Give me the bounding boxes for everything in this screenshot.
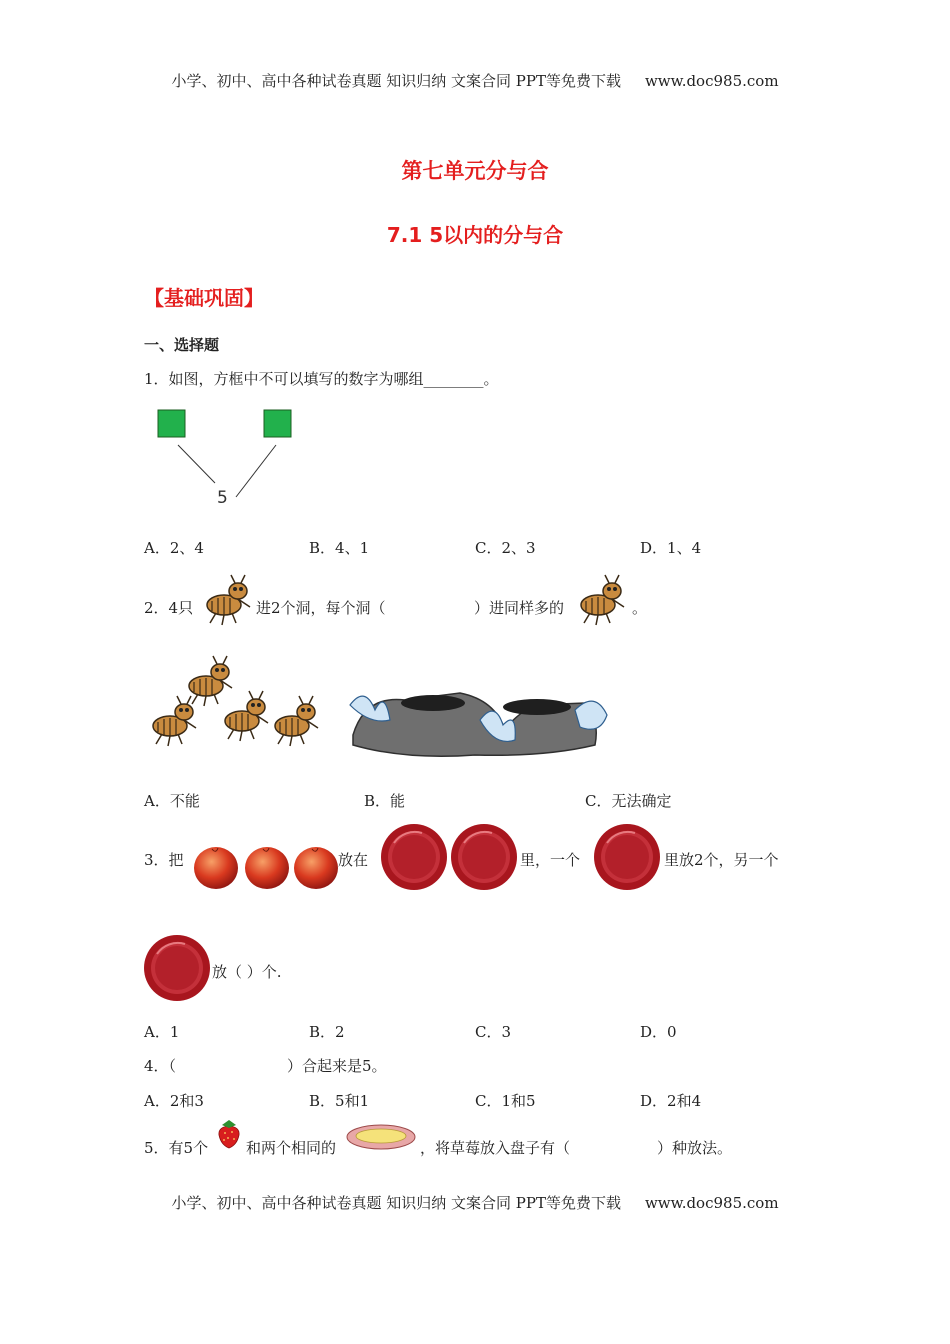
q5-text-1: 5．有5个 [144,1139,209,1157]
q2-text-4: 。 [632,599,648,617]
ant-icon [200,567,255,627]
q4-option-b[interactable]: B．5和1 [309,1092,370,1110]
question-1-text: 1．如图，方框中不可以填写的数字为哪组________。 [144,370,499,388]
header-site[interactable]: www.doc985.com [644,72,779,90]
plate-icon [592,822,662,892]
q2-option-c[interactable]: C．无法确定 [585,792,672,810]
footer-site[interactable]: www.doc985.com [644,1194,779,1212]
peaches-image [192,842,340,892]
q3-option-b[interactable]: B．2 [309,1023,345,1041]
page-title: 第七单元分与合 [401,159,549,183]
q1-option-c[interactable]: C．2、3 [475,539,536,557]
q4-option-c[interactable]: C．1和5 [475,1092,536,1110]
q3-text-5: 放（ ）个. [212,963,282,981]
branch-line-left [178,445,215,483]
q1-option-b[interactable]: B．4、1 [309,539,370,557]
q2-text-2: 进2个洞，每个洞（ [256,599,386,617]
hole-left [401,695,465,711]
q4-text-2: ）合起来是5。 [287,1057,387,1075]
hole-right [503,699,571,715]
q1-option-a[interactable]: A．2、4 [144,539,204,557]
footer-text: 小学、初中、高中各种试卷真题 知识归纳 文案合同 PPT等免费下载 [171,1194,621,1212]
page-footer [0,1192,950,1213]
figure-number: 5 [217,488,228,508]
q5-text-3: ，将草莓放入盘子有（ [420,1139,571,1157]
q4-text-1: 4．（ [144,1057,177,1075]
q4-option-a[interactable]: A．2和3 [144,1092,204,1110]
q4-option-d[interactable]: D．2和4 [640,1092,702,1110]
page-header [0,70,950,91]
q3-option-d[interactable]: D．0 [640,1023,677,1041]
q3-text-4: 里放2个，另一个 [664,851,779,869]
ant-icon [574,567,629,627]
q3-option-a[interactable]: A．1 [144,1023,180,1041]
plates-image [379,822,519,892]
q3-text-2: 放在 [338,851,369,869]
q5-text-2: 和两个相同的 [246,1139,337,1157]
q5-text-4: ）种放法。 [657,1139,733,1157]
q2-text-3: ）进同样多的 [474,599,565,617]
part-heading: 一、选择题 [144,336,220,354]
plate-icon [142,933,212,1003]
header-text: 小学、初中、高中各种试卷真题 知识归纳 文案合同 PPT等免费下载 [171,72,621,90]
q3-option-c[interactable]: C．3 [475,1023,512,1041]
page-subtitle: 7.1 5以内的分与合 [386,223,564,247]
q1-option-d[interactable]: D．1、4 [640,539,702,557]
ants-group-image [144,650,324,760]
question-1-figure [150,405,300,510]
holes-image [345,665,610,765]
q2-text-1: 2．4只 [144,599,194,617]
q2-option-b[interactable]: B．能 [364,792,406,810]
q2-option-a[interactable]: A．不能 [144,792,200,810]
q3-text-1: 3．把 [144,851,184,869]
section-heading: 【基础巩固】 [144,286,264,310]
strawberry-icon [216,1118,242,1150]
answer-box-right [264,410,291,437]
branch-line-right [236,445,276,497]
answer-box-left [158,410,185,437]
dish-icon [345,1122,417,1152]
q3-text-3: 里，一个 [520,851,581,869]
